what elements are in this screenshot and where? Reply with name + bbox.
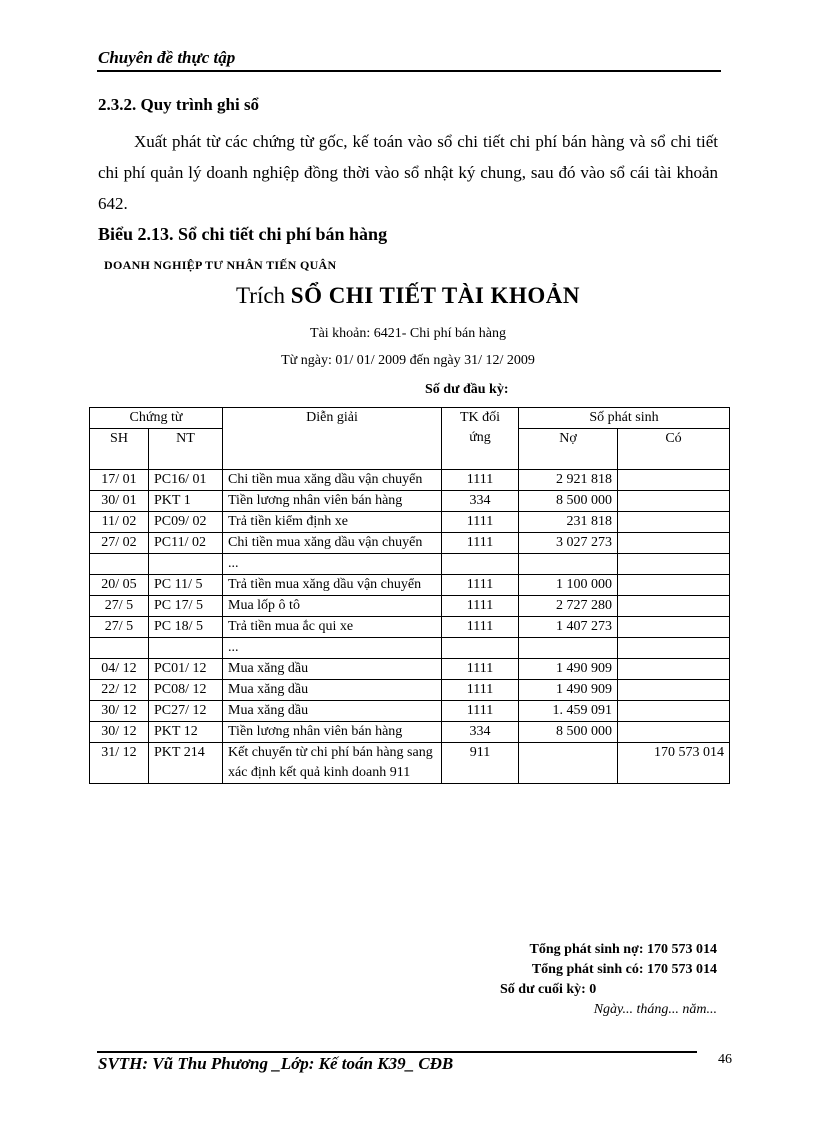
cell-description: Chi tiền mua xăng dầu vận chuyển bbox=[223, 470, 442, 491]
cell-debit: 1 490 909 bbox=[519, 680, 618, 701]
page-number: 46 bbox=[718, 1052, 732, 1067]
cell-sh: 27/ 5 bbox=[90, 596, 149, 617]
cell-sh: 30/ 12 bbox=[90, 701, 149, 722]
ledger-title-prefix: Trích bbox=[236, 283, 286, 308]
cell-contra-account: 334 bbox=[442, 722, 519, 743]
cell-contra-account: 911 bbox=[442, 743, 519, 784]
footer-rule bbox=[97, 1051, 697, 1053]
cell-nt: PC27/ 12 bbox=[149, 701, 223, 722]
section-heading: 2.3.2. Quy trình ghi sổ bbox=[98, 95, 260, 114]
debit-total: Tổng phát sinh nợ: 170 573 014 bbox=[529, 942, 717, 957]
contra-account-header: TK đối ứng bbox=[442, 408, 519, 470]
closing-balance: Số dư cuối kỳ: 0 bbox=[500, 982, 597, 997]
cell-nt: PC09/ 02 bbox=[149, 512, 223, 533]
cell-credit bbox=[618, 575, 730, 596]
cell-contra-account: 1111 bbox=[442, 680, 519, 701]
body-paragraph bbox=[98, 126, 718, 219]
cell-description: Trả tiền mua xăng dầu vận chuyển bbox=[223, 575, 442, 596]
cell-sh: 22/ 12 bbox=[90, 680, 149, 701]
cell-sh: 27/ 02 bbox=[90, 533, 149, 554]
cell-credit bbox=[618, 533, 730, 554]
cell-contra-account: 1111 bbox=[442, 659, 519, 680]
table-row bbox=[90, 617, 730, 638]
cell-credit bbox=[618, 617, 730, 638]
cell-debit: 1 407 273 bbox=[519, 617, 618, 638]
cell-credit bbox=[618, 722, 730, 743]
arising-header: Số phát sinh bbox=[519, 408, 730, 429]
cell-credit bbox=[618, 680, 730, 701]
cell-nt: PKT 12 bbox=[149, 722, 223, 743]
table-header-row bbox=[90, 408, 730, 429]
table-row bbox=[90, 491, 730, 512]
table-row bbox=[90, 701, 730, 722]
ledger-title bbox=[0, 283, 816, 309]
table-row bbox=[90, 533, 730, 554]
date-line: Ngày... tháng... năm... bbox=[593, 1002, 717, 1017]
company-name: DOANH NGHIỆP TƯ NHÂN TIẾN QUÂN bbox=[104, 258, 337, 272]
cell-contra-account: 1111 bbox=[442, 596, 519, 617]
opening-balance: Số dư đầu kỳ: bbox=[425, 382, 509, 397]
cell-contra-account: 1111 bbox=[442, 533, 519, 554]
cell-description: Mua xăng dầu bbox=[223, 659, 442, 680]
cell-sh: 30/ 12 bbox=[90, 722, 149, 743]
cell-debit: 1 100 000 bbox=[519, 575, 618, 596]
running-header-title: Chuyên đề thực tập bbox=[98, 48, 236, 67]
cell-sh bbox=[90, 554, 149, 575]
cell-debit: 1. 459 091 bbox=[519, 701, 618, 722]
cell-contra-account: 1111 bbox=[442, 470, 519, 491]
cell-credit bbox=[618, 512, 730, 533]
description-header: Diễn giải bbox=[223, 408, 442, 470]
cell-description: Trả tiền mua ắc qui xe bbox=[223, 617, 442, 638]
cell-contra-account bbox=[442, 638, 519, 659]
cell-nt: PC16/ 01 bbox=[149, 470, 223, 491]
cell-sh: 31/ 12 bbox=[90, 743, 149, 784]
cell-nt: PC01/ 12 bbox=[149, 659, 223, 680]
credit-total: Tổng phát sinh có: 170 573 014 bbox=[531, 962, 717, 977]
cell-credit bbox=[618, 470, 730, 491]
voucher-header: Chứng từ bbox=[90, 408, 223, 429]
cell-debit: 8 500 000 bbox=[519, 491, 618, 512]
table-row bbox=[90, 722, 730, 743]
cell-debit: 2 727 280 bbox=[519, 596, 618, 617]
table-row bbox=[90, 512, 730, 533]
cell-description: Mua lốp ô tô bbox=[223, 596, 442, 617]
cell-debit bbox=[519, 554, 618, 575]
cell-description: Mua xăng dầu bbox=[223, 701, 442, 722]
cell-contra-account: 1111 bbox=[442, 512, 519, 533]
cell-debit bbox=[519, 743, 618, 784]
cell-description: Tiền lương nhân viên bán hàng bbox=[223, 722, 442, 743]
footer-author: SVTH: Vũ Thu Phương _Lớp: Kế toán K39_ CĐB bbox=[98, 1054, 454, 1073]
cell-sh bbox=[90, 638, 149, 659]
cell-description: Mua xăng dầu bbox=[223, 680, 442, 701]
credit-header: Có bbox=[618, 429, 730, 470]
cell-debit bbox=[519, 638, 618, 659]
cell-nt: PC 11/ 5 bbox=[149, 575, 223, 596]
cell-description: Tiền lương nhân viên bán hàng bbox=[223, 491, 442, 512]
cell-debit: 3 027 273 bbox=[519, 533, 618, 554]
cell-contra-account: 1111 bbox=[442, 701, 519, 722]
cell-sh: 27/ 5 bbox=[90, 617, 149, 638]
cell-nt: PC 18/ 5 bbox=[149, 617, 223, 638]
paragraph-text: Xuất phát từ các chứng từ gốc, kế toán vào sổ chi tiết chi phí bán hàng và sổ chi tiết chi phí quản lý doanh nghiệp đồng thời vào sổ nhật ký chung, sau đó vào sổ cái tài khoản 642. bbox=[98, 132, 718, 213]
table-row bbox=[90, 743, 730, 784]
cell-description: ... bbox=[223, 554, 442, 575]
debit-header: Nợ bbox=[519, 429, 618, 470]
cell-debit: 8 500 000 bbox=[519, 722, 618, 743]
cell-credit: 170 573 014 bbox=[618, 743, 730, 784]
cell-credit bbox=[618, 596, 730, 617]
cell-sh: 11/ 02 bbox=[90, 512, 149, 533]
cell-nt: PC 17/ 5 bbox=[149, 596, 223, 617]
cell-nt: PC08/ 12 bbox=[149, 680, 223, 701]
cell-nt bbox=[149, 638, 223, 659]
cell-contra-account: 1111 bbox=[442, 575, 519, 596]
cell-contra-account bbox=[442, 554, 519, 575]
cell-credit bbox=[618, 638, 730, 659]
cell-description: Chi tiền mua xăng dầu vận chuyển bbox=[223, 533, 442, 554]
cell-debit: 231 818 bbox=[519, 512, 618, 533]
table-row bbox=[90, 596, 730, 617]
cell-sh: 20/ 05 bbox=[90, 575, 149, 596]
table-row bbox=[90, 659, 730, 680]
cell-debit: 1 490 909 bbox=[519, 659, 618, 680]
cell-credit bbox=[618, 554, 730, 575]
ledger-title-main: SỔ CHI TIẾT TÀI KHOẢN bbox=[290, 283, 580, 308]
totals-block bbox=[430, 940, 717, 1020]
cell-sh: 04/ 12 bbox=[90, 659, 149, 680]
table-row bbox=[90, 554, 730, 575]
cell-contra-account: 334 bbox=[442, 491, 519, 512]
table-row bbox=[90, 470, 730, 491]
table-row bbox=[90, 575, 730, 596]
cell-sh: 17/ 01 bbox=[90, 470, 149, 491]
cell-contra-account: 1111 bbox=[442, 617, 519, 638]
cell-credit bbox=[618, 659, 730, 680]
account-label: Tài khoản: 6421- Chi phí bán hàng bbox=[310, 326, 506, 341]
cell-sh: 30/ 01 bbox=[90, 491, 149, 512]
cell-credit bbox=[618, 701, 730, 722]
cell-description: ... bbox=[223, 638, 442, 659]
header-rule bbox=[97, 70, 721, 72]
cell-description: Trả tiền kiểm định xe bbox=[223, 512, 442, 533]
nt-header: NT bbox=[149, 429, 223, 470]
ledger-table bbox=[89, 407, 730, 784]
cell-nt: PKT 1 bbox=[149, 491, 223, 512]
cell-nt bbox=[149, 554, 223, 575]
table-row bbox=[90, 638, 730, 659]
cell-nt: PKT 214 bbox=[149, 743, 223, 784]
cell-nt: PC11/ 02 bbox=[149, 533, 223, 554]
period-label: Từ ngày: 01/ 01/ 2009 đến ngày 31/ 12/ 2009 bbox=[281, 353, 535, 368]
cell-credit bbox=[618, 491, 730, 512]
cell-description: Kết chuyển từ chi phí bán hàng sang xác định kết quả kinh doanh 911 bbox=[223, 743, 442, 784]
table-row bbox=[90, 680, 730, 701]
sh-header: SH bbox=[90, 429, 149, 470]
cell-debit: 2 921 818 bbox=[519, 470, 618, 491]
figure-title: Biểu 2.13. Sổ chi tiết chi phí bán hàng bbox=[98, 224, 388, 244]
